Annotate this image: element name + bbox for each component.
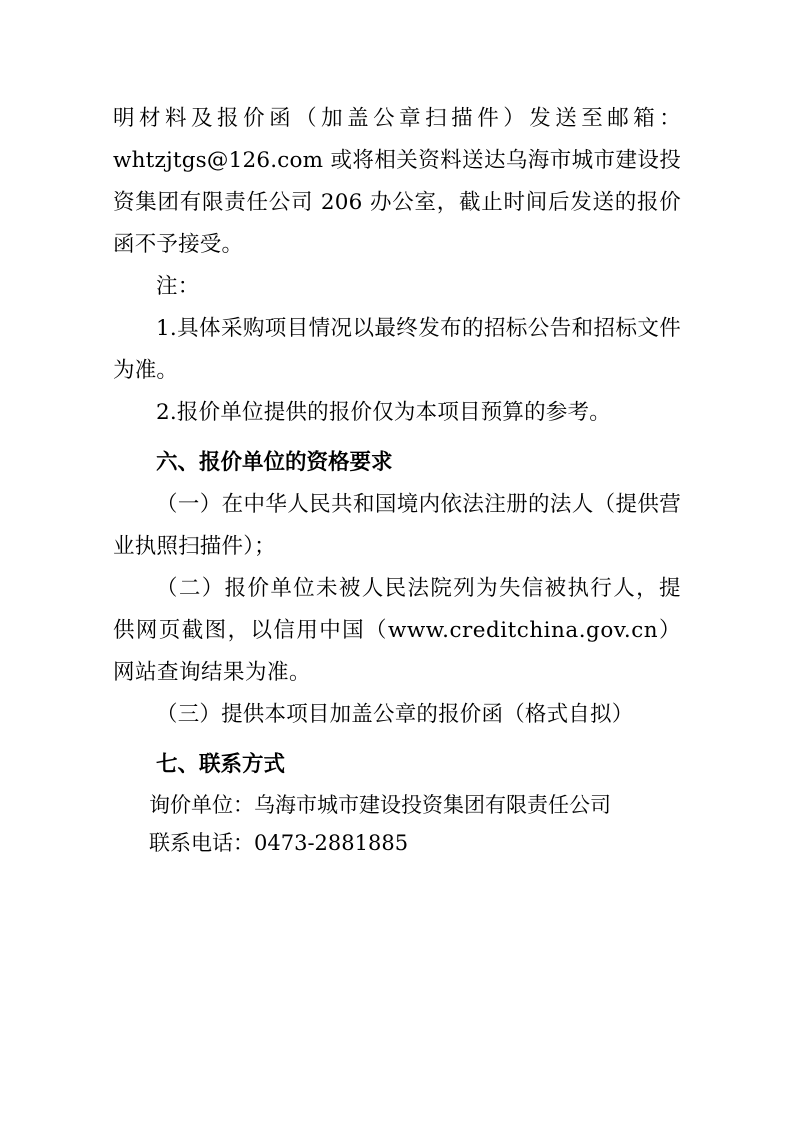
contact-phone: 联系电话：0473-2881885 (149, 831, 409, 855)
paragraph-qualification-1: （一）在中华人民共和国境内依法注册的法人（提供营业执照扫描件）； (113, 492, 681, 559)
contact-inquiry-unit: 询价单位：乌海市城市建设投资集团有限责任公司 (149, 793, 611, 817)
paragraph-note-2: 2.报价单位提供的报价仅为本项目预算的参考。 (156, 400, 611, 425)
paragraph-note-1: 1.具体采购项目情况以最终发布的招标公告和招标文件为准。 (113, 316, 681, 383)
paragraph-qualification-2: （二）报价单位未被人民法院列为失信被执行人，提供网页截图，以信用中国（www.creditchina.gov.cn）网站查询结果为准。 (113, 576, 681, 685)
section-heading-seven: 七、联系方式 (156, 752, 286, 777)
paragraph-qualification-3: （三）提供本项目加盖公章的报价函（格式自拟） (156, 702, 634, 727)
document-body (113, 98, 681, 862)
paragraph-submission-instructions: 明材料及报价函（加盖公章扫描件）发送至邮箱：whtzjtgs@126.com 或将相关资料送达乌海市城市建设投资集团有限责任公司 206 办公室，截止时间后发送的报价函不予接受。 (113, 106, 681, 257)
paragraph-note-label: 注： (156, 274, 200, 299)
section-heading-six: 六、报价单位的资格要求 (156, 450, 393, 475)
